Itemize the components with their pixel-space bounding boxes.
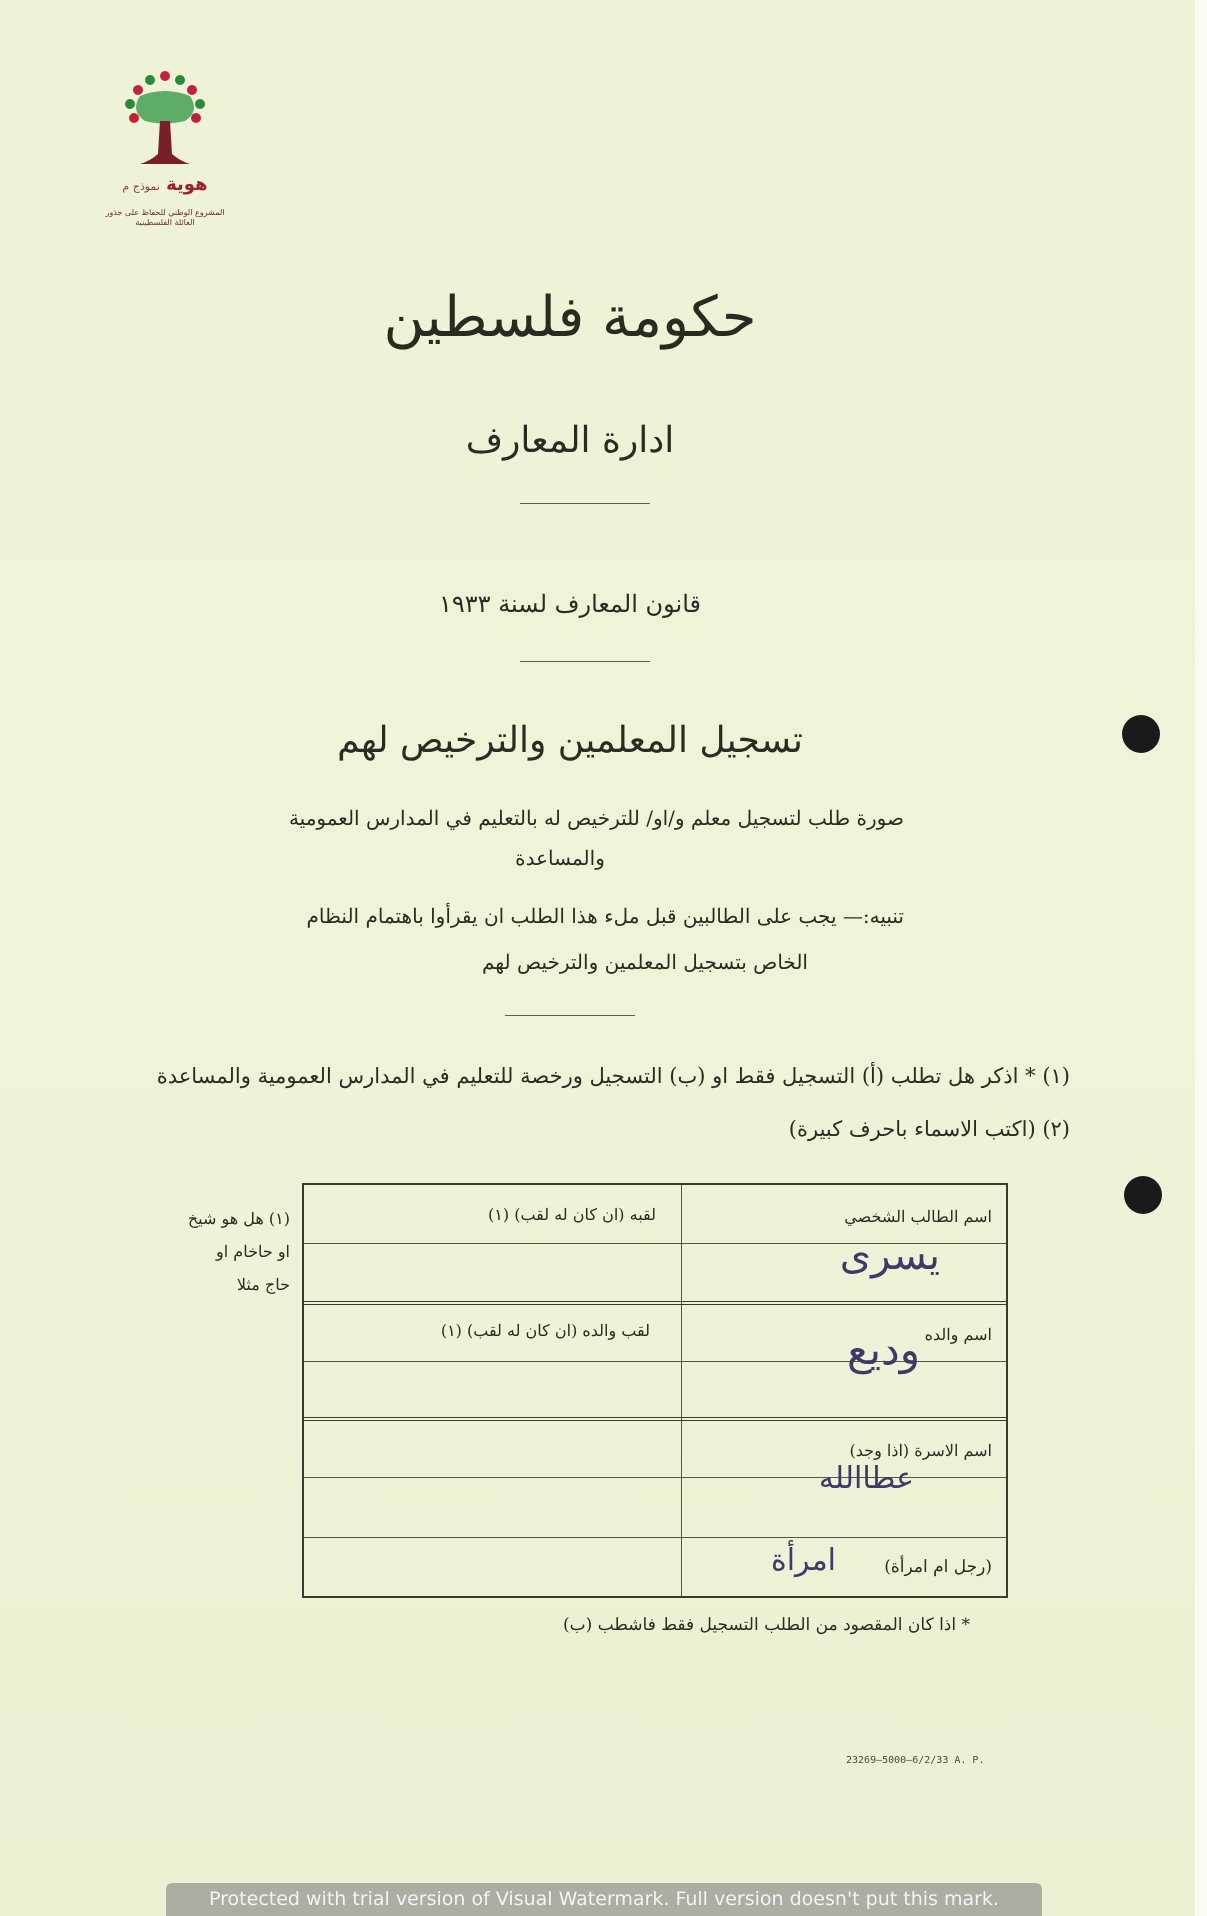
logo-subtitle: المشروع الوطني للحفاظ على جذور العائلة الفلسطينية <box>105 208 225 227</box>
divider <box>520 503 650 504</box>
department-title: ادارة المعارف <box>465 420 675 461</box>
father-name-value: وديع <box>846 1325 920 1374</box>
question-2: (٢) (اكتب الاسماء باحرف كبيرة) <box>788 1117 1070 1141</box>
government-title: حكومة فلسطين <box>383 285 757 350</box>
row-separator <box>304 1417 1006 1421</box>
divider <box>505 1015 635 1016</box>
divider <box>520 661 650 662</box>
family-name-value: عطاالله <box>818 1461 914 1496</box>
side-note-line-1: (١) هل هو شيخ <box>187 1209 290 1228</box>
personal-name-label: اسم الطالب الشخصي <box>844 1207 992 1226</box>
law-title: قانون المعارف لسنة ١٩٣٣ <box>439 590 701 618</box>
section-title: تسجيل المعلمين والترخيص لهم <box>337 720 803 761</box>
family-name-label: اسم الاسرة (اذا وجد) <box>849 1441 992 1460</box>
logo-name <box>100 174 230 195</box>
row-separator <box>304 1301 1006 1305</box>
gender-label: (رجل ام امرأة) <box>884 1557 992 1577</box>
print-code: 23269—5000—6/2/33 A. P. <box>846 1755 985 1766</box>
logo <box>100 66 230 236</box>
personal-name-value: يسرى <box>839 1233 940 1279</box>
intro-line-1: صورة طلب لتسجيل معلم و/او/ للترخيص له بالتعليم في المدارس العمومية <box>288 806 904 830</box>
footnote: * اذا كان المقصود من الطلب التسجيل فقط فاشطب (ب) <box>562 1615 970 1635</box>
intro-line-2: والمساعدة <box>515 846 605 870</box>
logo-name-text: هوية <box>166 174 208 195</box>
father-name-label: اسم والده <box>924 1325 992 1344</box>
side-note-line-3: حاج مثلا <box>236 1275 290 1294</box>
punch-hole-bottom <box>1124 1176 1162 1214</box>
notice-line-2: الخاص بتسجيل المعلمين والترخيص لهم <box>481 950 808 974</box>
family-tree-icon <box>110 66 220 171</box>
title-side-note <box>170 1202 290 1301</box>
notice-line-1: تنبيه:— يجب على الطالبين قبل ملء هذا الطلب ان يقرأوا باهتمام النظام <box>306 904 904 928</box>
question-1: (١) * اذكر هل تطلب (أ) التسجيل فقط او (ب) التسجيل ورخصة للتعليم في المدارس العمومية والمساعدة <box>156 1064 1070 1088</box>
column-divider <box>681 1185 682 1596</box>
watermark-banner: Protected with trial version of Visual Watermark. Full version doesn't put this mark. <box>166 1883 1042 1916</box>
gender-value: امرأة <box>770 1543 836 1578</box>
side-note-line-2: او حاخام او <box>216 1242 290 1261</box>
father-title-label: لقب والده (ان كان له لقب) (١) <box>440 1321 650 1340</box>
applicant-form-table <box>302 1183 1008 1598</box>
title-label: لقبه (ان كان له لقب) (١) <box>488 1205 656 1224</box>
row-line <box>304 1537 1006 1538</box>
logo-prefix: نموذج م <box>122 180 160 193</box>
